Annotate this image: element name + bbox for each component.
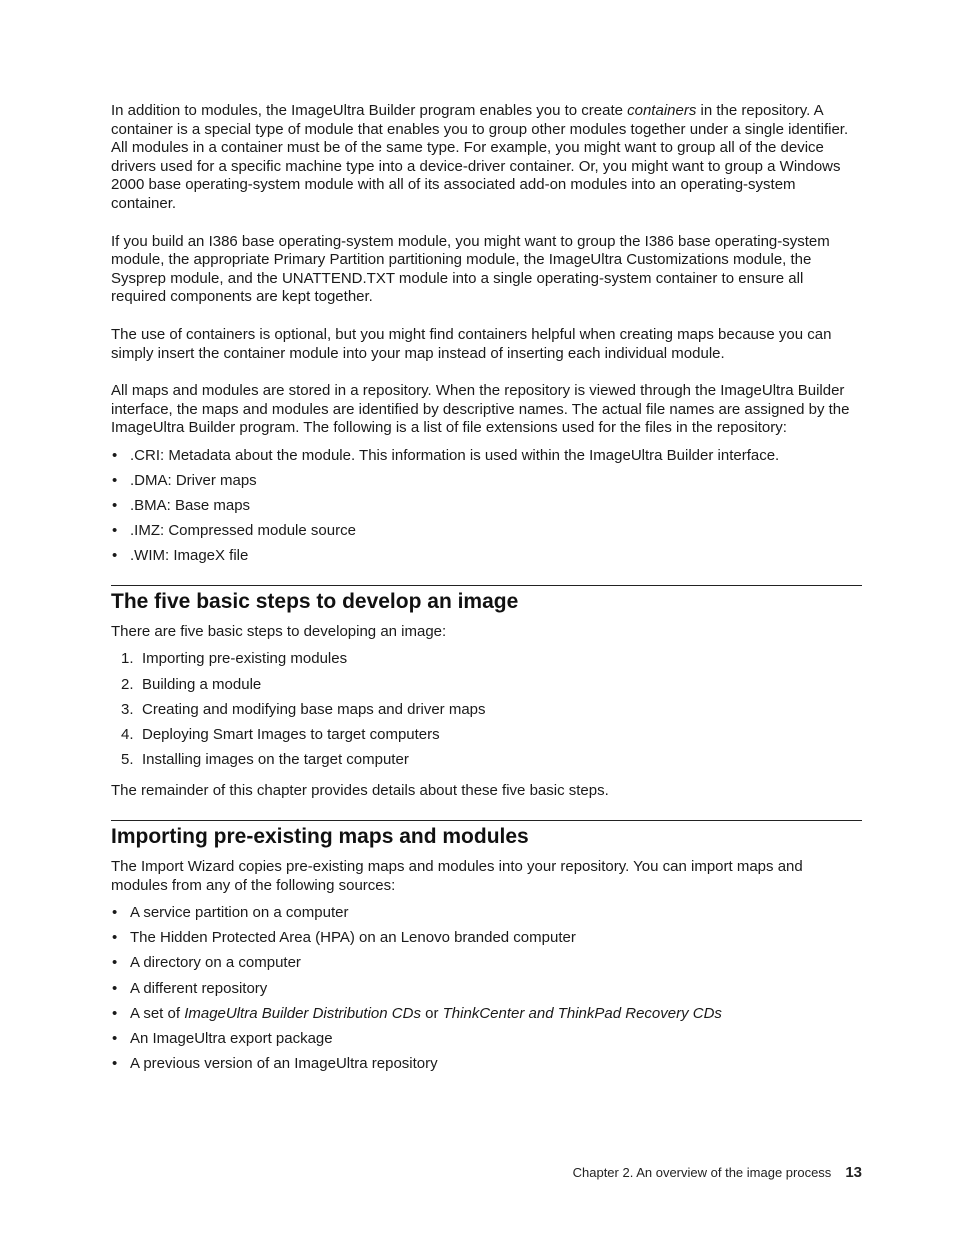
paragraph-containers-optional: The use of containers is optional, but you might find containers helpful when creating maps because you can simply insert the container module into your map instead of inserting each individual module.	[111, 325, 832, 362]
section-heading: The five basic steps to develop an image	[111, 589, 519, 613]
section-divider	[111, 585, 862, 586]
list-item: • .BMA: Base maps	[111, 497, 862, 516]
file-extension-list	[111, 447, 862, 566]
paragraph-text: in the repository. A container is a special type of module that enables you to group other modules together under a single identifier. All modules in a container must be of the same type. For example, you might want to group all of the device drivers used for a specific machine type into a device-driver container. Or, you might want to group a Windows 2000 base operating-system module with all of its associated add-on modules into an operating-system container.	[111, 102, 849, 212]
page-content	[111, 102, 862, 1080]
import-sources-list	[111, 904, 862, 1073]
list-item	[111, 676, 862, 695]
paragraph-containers	[111, 102, 862, 214]
list-item: • A service partition on a computer	[111, 904, 862, 923]
section-intro: The Import Wizard copies pre-existing maps and modules into your repository. You can import maps and modules from any of the following sources:	[111, 858, 803, 894]
step-number: 5.	[121, 750, 134, 768]
list-item: • A different repository	[111, 980, 862, 999]
paragraph-text: In addition to modules, the ImageUltra Builder program enables you to create	[111, 102, 628, 119]
paragraph-repository: All maps and modules are stored in a repository. When the repository is viewed through the ImageUltra Builder interface, the maps and modules are identified by descriptive names. The actual file names are assigned by the ImageUltra Builder program. The following is a list of file extensions used for the files in the repository:	[111, 382, 850, 437]
step-text: Importing pre-existing modules	[142, 650, 348, 668]
list-item: • .CRI: Metadata about the module. This information is used within the ImageUltra Builder interface.	[111, 447, 862, 466]
page-footer	[573, 1164, 862, 1182]
list-item	[111, 726, 862, 745]
page-number: 13	[845, 1164, 862, 1181]
emphasis-cd-title: ThinkCenter and ThinkPad Recovery CDs	[442, 1004, 722, 1022]
list-item	[111, 701, 862, 720]
list-item: • The Hidden Protected Area (HPA) on an Lenovo branded computer	[111, 929, 862, 948]
list-item	[111, 751, 862, 770]
list-item: • .WIM: ImageX file	[111, 547, 862, 566]
list-item	[111, 1005, 862, 1024]
list-item: • A previous version of an ImageUltra repository	[111, 1055, 862, 1074]
section-heading: Importing pre-existing maps and modules	[111, 825, 529, 849]
list-item	[111, 650, 862, 669]
step-number: 1.	[121, 650, 134, 668]
section-five-steps	[111, 585, 862, 801]
footer-chapter: Chapter 2. An overview of the image process	[572, 1165, 832, 1180]
list-item: • .DMA: Driver maps	[111, 472, 862, 491]
step-text: Building a module	[142, 675, 262, 693]
section-outro: The remainder of this chapter provides details about these five basic steps.	[111, 782, 609, 800]
paragraph-i386-container: If you build an I386 base operating-system module, you might want to group the I386 base operating-system module, the appropriate Primary Partition partitioning module, the ImageUltra Customizations module, the Sysprep module, and the UNATTEND.TXT module into a single operating-system container to ensure all required components are kept together.	[111, 232, 830, 306]
step-text: Installing images on the target computer	[142, 750, 409, 768]
step-text: Deploying Smart Images to target computers	[142, 725, 440, 743]
section-divider	[111, 820, 862, 821]
list-text: A set of	[130, 1004, 185, 1022]
section-importing	[111, 820, 862, 1073]
step-number: 4.	[121, 725, 134, 743]
emphasis-cd-title: ImageUltra Builder Distribution CDs	[184, 1004, 421, 1022]
emphasis-containers: containers	[627, 102, 697, 119]
list-item: • A directory on a computer	[111, 954, 862, 973]
section-intro: There are five basic steps to developing an image:	[111, 622, 447, 640]
list-item: • An ImageUltra export package	[111, 1030, 862, 1049]
list-text: or	[420, 1004, 443, 1022]
steps-list	[111, 650, 862, 769]
step-number: 3.	[121, 700, 134, 718]
list-item: • .IMZ: Compressed module source	[111, 522, 862, 541]
step-text: Creating and modifying base maps and driver maps	[142, 700, 486, 718]
step-number: 2.	[121, 675, 134, 693]
